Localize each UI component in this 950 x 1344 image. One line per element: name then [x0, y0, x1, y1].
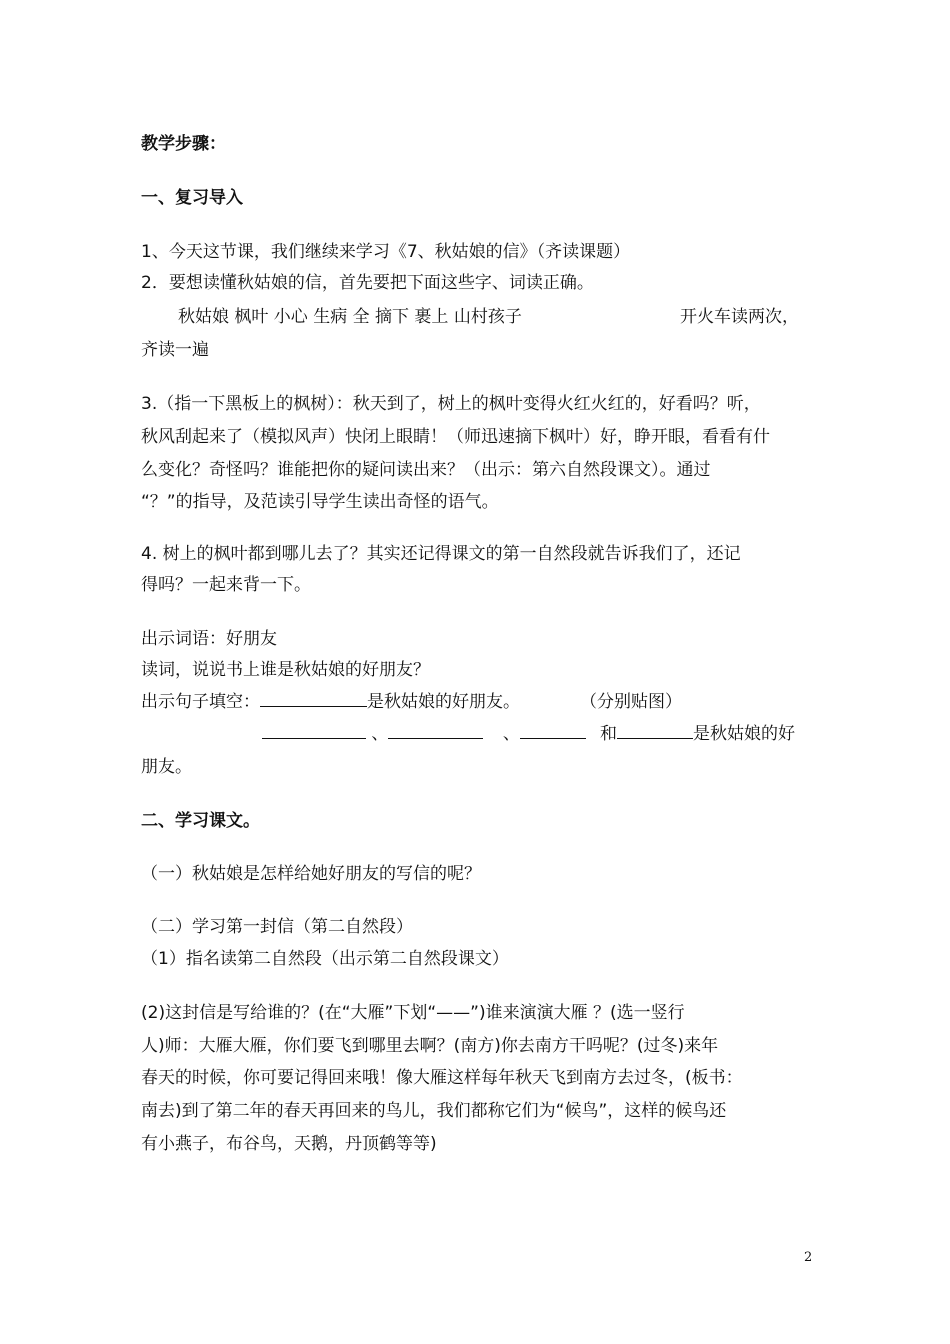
fill2-tail: 朋友。 — [141, 757, 192, 777]
item4-line: 得吗？一起来背一下。 — [141, 575, 311, 595]
paragraph-line: (2)这封信是写给谁的？(在“大雁”下划“——”)谁来演演大雁 ？(选一竖行 — [141, 1003, 685, 1023]
fill-blank — [260, 692, 367, 707]
show-words: 出示词语：好朋友 — [141, 629, 277, 649]
separator: 、 — [371, 724, 389, 744]
paragraph-line: 南去)到了第二年的春天再回来的鸟儿，我们都称它们为“候鸟”，这样的候鸟还 — [141, 1101, 727, 1121]
paragraph-line: 有小燕子，布谷鸟，天鹅，丹顶鹤等等) — [141, 1134, 437, 1154]
fill-blank — [262, 724, 366, 739]
read-words: 读词，说说书上谁是秋姑娘的好朋友？ — [141, 660, 430, 680]
item3-line: 3.（指一下黑板上的枫树）：秋天到了，树上的枫叶变得火红火红的，好看吗？听， — [141, 394, 761, 414]
fill-blank — [520, 724, 586, 739]
words-tail: 开火车读两次， — [680, 307, 799, 327]
separator: 、 — [502, 724, 520, 744]
words-tail2: 齐读一遍 — [141, 340, 209, 360]
page-number: 2 — [804, 1250, 813, 1265]
paragraph-line: 人)师：大雁大雁，你们要飞到哪里去啊？(南方)你去南方干吗呢？(过冬)来年 — [141, 1036, 719, 1056]
question-2: （二）学习第一封信（第二自然段） — [141, 917, 413, 937]
question-2-1: （1）指名读第二自然段（出示第二自然段课文） — [141, 949, 509, 969]
words-list: 秋姑娘 枫叶 小心 生病 全 摘下 裹上 山村孩子 — [178, 307, 522, 327]
fill2-suffix: 是秋姑娘的好 — [693, 724, 795, 744]
fill-sentence-2 — [262, 723, 586, 745]
heading-steps: 教学步骤： — [141, 134, 226, 154]
item3-line: “？”的指导，及范读引导学生读出奇怪的语气。 — [141, 492, 499, 512]
item4-line: 4. 树上的枫叶都到哪儿去了？其实还记得课文的第一自然段就告诉我们了，还记 — [141, 544, 741, 564]
fill-blank — [388, 724, 483, 739]
paragraph-line: 春天的时候，你可要记得回来哦！像大雁这样每年秋天飞到南方去过冬，(板书： — [141, 1068, 743, 1088]
item2: 2．要想读懂秋姑娘的信，首先要把下面这些字、词读正确。 — [141, 273, 594, 293]
fill-sentence — [141, 691, 520, 713]
section2-title: 二、学习课文。 — [141, 811, 260, 831]
section1-title: 一、复习导入 — [141, 188, 243, 208]
fill-sentence-2b — [600, 723, 795, 745]
item3-line: 秋风刮起来了（模拟风声）快闭上眼睛！（师迅速摘下枫叶）好，睁开眼，看看有什 — [141, 427, 770, 447]
fill-prefix: 出示句子填空： — [141, 692, 260, 712]
fill-note: （分别贴图） — [580, 692, 682, 712]
item1: 1、今天这节课，我们继续来学习《7、秋姑娘的信》（齐读课题） — [141, 242, 631, 262]
fill-suffix: 是秋姑娘的好朋友。 — [367, 692, 520, 712]
fill-blank — [617, 724, 693, 739]
separator: 和 — [600, 724, 617, 744]
question-1: （一）秋姑娘是怎样给她好朋友的写信的呢？ — [141, 864, 481, 884]
item3-line: 么变化？奇怪吗？谁能把你的疑问读出来？（出示：第六自然段课文）。通过 — [141, 460, 711, 480]
